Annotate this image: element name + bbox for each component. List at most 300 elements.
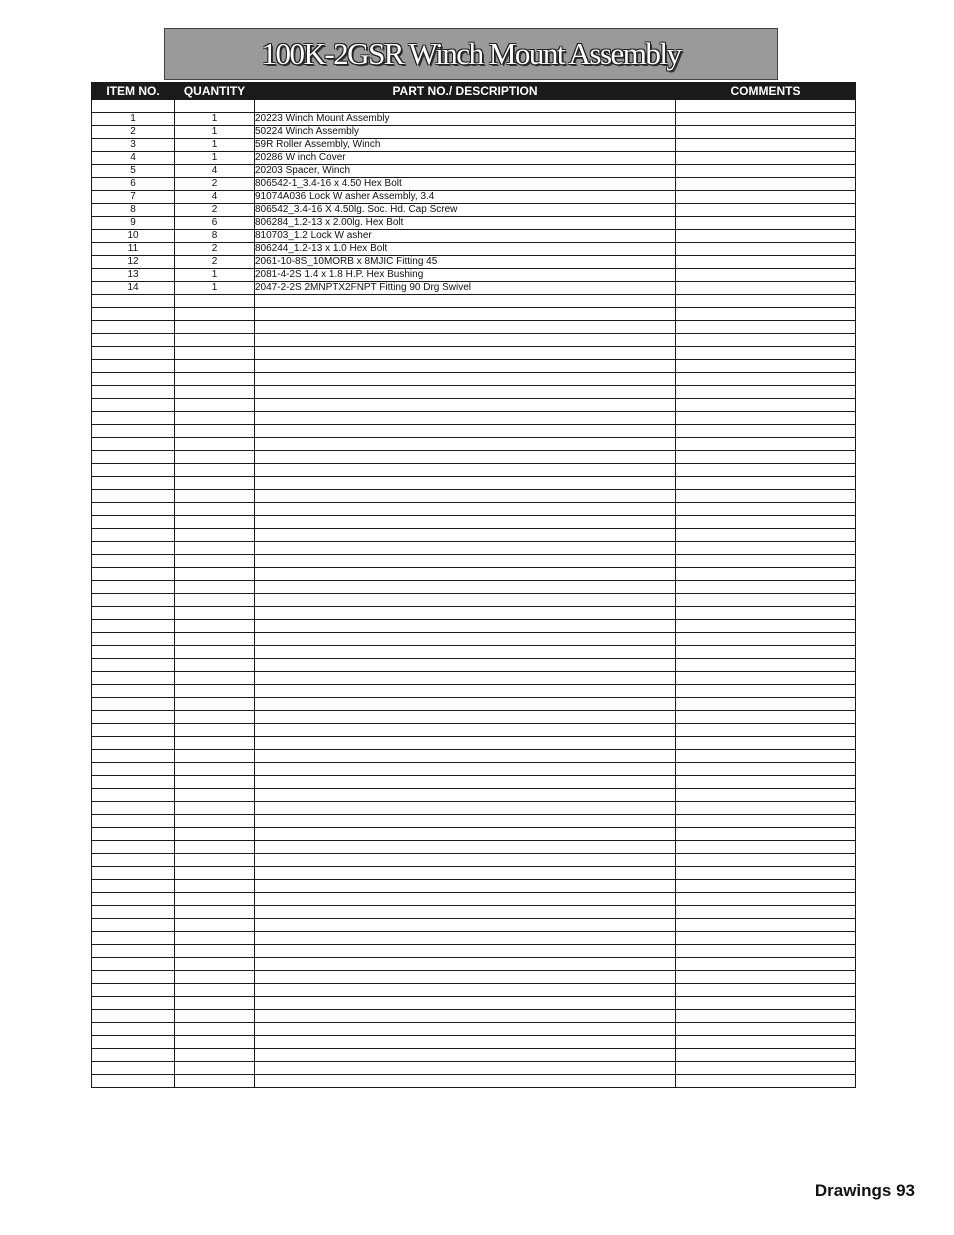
quantity-cell: 1 [175,126,255,139]
item-no-cell [92,880,175,893]
quantity-cell [175,867,255,880]
quantity-cell: 1 [175,269,255,282]
table-row [92,204,856,217]
comments-cell [676,503,856,516]
quantity-cell [175,1049,255,1062]
table-row [92,217,856,230]
quantity-cell: 2 [175,204,255,217]
quantity-cell [175,802,255,815]
quantity-cell [175,360,255,373]
comments-cell [676,945,856,958]
table-row [92,386,856,399]
description-cell [255,425,676,438]
quantity-cell [175,906,255,919]
item-no-cell [92,932,175,945]
comments-cell [676,178,856,191]
comments-cell [676,854,856,867]
table-row [92,464,856,477]
table-row [92,581,856,594]
quantity-cell [175,854,255,867]
table-row [92,373,856,386]
table-row [92,724,856,737]
table-row [92,451,856,464]
comments-cell [676,399,856,412]
quantity-cell [175,464,255,477]
comments-cell [676,1010,856,1023]
description-cell [255,698,676,711]
item-no-cell [92,100,175,113]
item-no-cell: 9 [92,217,175,230]
description-cell: 2061-10-8S_10MORB x 8MJIC Fitting 45 [255,256,676,269]
item-no-cell: 2 [92,126,175,139]
comments-cell [676,633,856,646]
comments-cell [676,841,856,854]
item-no-cell: 7 [92,191,175,204]
table-row [92,854,856,867]
quantity-cell [175,646,255,659]
description-cell [255,971,676,984]
item-no-cell [92,854,175,867]
table-row [92,750,856,763]
description-cell [255,295,676,308]
quantity-cell [175,620,255,633]
description-cell [255,451,676,464]
quantity-cell [175,815,255,828]
description-cell [255,620,676,633]
quantity-cell: 2 [175,256,255,269]
description-cell [255,568,676,581]
item-no-cell: 11 [92,243,175,256]
comments-cell [676,230,856,243]
description-cell [255,932,676,945]
item-no-cell: 3 [92,139,175,152]
quantity-cell [175,1010,255,1023]
item-no-cell [92,906,175,919]
description-cell [255,386,676,399]
description-cell [255,802,676,815]
comments-cell [676,360,856,373]
comments-cell [676,867,856,880]
table-row [92,711,856,724]
quantity-cell [175,1036,255,1049]
item-no-cell [92,412,175,425]
item-no-cell [92,308,175,321]
description-cell [255,373,676,386]
table-row [92,399,856,412]
description-cell: 2047-2-2S 2MNPTX2FNPT Fitting 90 Drg Swivel [255,282,676,295]
item-no-cell [92,919,175,932]
table-row [92,1049,856,1062]
comments-cell [676,321,856,334]
quantity-cell [175,984,255,997]
table-row [92,841,856,854]
comments-cell [676,698,856,711]
table-row [92,269,856,282]
comments-cell [676,763,856,776]
table-row [92,1036,856,1049]
quantity-cell [175,919,255,932]
quantity-cell [175,100,255,113]
item-no-cell [92,464,175,477]
table-row [92,490,856,503]
comments-cell [676,568,856,581]
description-cell [255,789,676,802]
description-cell [255,906,676,919]
comments-cell [676,1036,856,1049]
quantity-cell [175,789,255,802]
quantity-cell [175,594,255,607]
header-comments: COMMENTS [676,83,856,100]
table-row [92,880,856,893]
comments-cell [676,347,856,360]
quantity-cell [175,698,255,711]
description-cell: 810703_1.2 Lock W asher [255,230,676,243]
item-no-cell [92,1023,175,1036]
quantity-cell [175,971,255,984]
table-row [92,243,856,256]
table-row [92,958,856,971]
comments-cell [676,100,856,113]
description-cell [255,464,676,477]
table-row [92,256,856,269]
item-no-cell [92,711,175,724]
table-row [92,776,856,789]
item-no-cell: 14 [92,282,175,295]
description-cell [255,828,676,841]
comments-cell [676,165,856,178]
table-row [92,165,856,178]
table-row [92,412,856,425]
description-cell [255,1049,676,1062]
description-cell [255,412,676,425]
description-cell [255,997,676,1010]
item-no-cell [92,672,175,685]
comments-cell [676,581,856,594]
quantity-cell: 1 [175,152,255,165]
quantity-cell [175,737,255,750]
table-row [92,503,856,516]
item-no-cell [92,347,175,360]
quantity-cell [175,542,255,555]
item-no-cell [92,373,175,386]
description-cell [255,893,676,906]
table-row [92,659,856,672]
description-cell [255,1062,676,1075]
item-no-cell [92,386,175,399]
quantity-cell [175,724,255,737]
quantity-cell [175,685,255,698]
table-row [92,282,856,295]
header-description: PART NO./ DESCRIPTION [255,83,676,100]
quantity-cell [175,997,255,1010]
quantity-cell [175,633,255,646]
header-item-no: ITEM NO. [92,83,175,100]
comments-cell [676,282,856,295]
item-no-cell: 1 [92,113,175,126]
table-row [92,542,856,555]
table-row [92,152,856,165]
item-no-cell [92,1062,175,1075]
table-row [92,789,856,802]
item-no-cell [92,815,175,828]
comments-cell [676,542,856,555]
description-cell [255,1010,676,1023]
item-no-cell [92,425,175,438]
description-cell: 2081-4-2S 1.4 x 1.8 H.P. Hex Bushing [255,269,676,282]
item-no-cell [92,568,175,581]
table-row [92,594,856,607]
comments-cell [676,919,856,932]
comments-cell [676,412,856,425]
item-no-cell [92,828,175,841]
comments-cell [676,1023,856,1036]
parts-table-body [92,100,856,1088]
table-row [92,1023,856,1036]
table-row [92,360,856,373]
quantity-cell: 2 [175,243,255,256]
item-no-cell [92,763,175,776]
quantity-cell: 6 [175,217,255,230]
description-cell: 20203 Spacer, Winch [255,165,676,178]
item-no-cell [92,594,175,607]
item-no-cell [92,945,175,958]
table-row [92,477,856,490]
item-no-cell [92,1010,175,1023]
quantity-cell [175,607,255,620]
item-no-cell [92,1036,175,1049]
description-cell [255,737,676,750]
table-row [92,906,856,919]
comments-cell [676,711,856,724]
comments-cell [676,1062,856,1075]
quantity-cell [175,1062,255,1075]
quantity-cell [175,1023,255,1036]
item-no-cell [92,529,175,542]
item-no-cell [92,1049,175,1062]
description-cell [255,646,676,659]
table-row [92,230,856,243]
item-no-cell [92,958,175,971]
quantity-cell [175,581,255,594]
quantity-cell [175,490,255,503]
table-row [92,139,856,152]
description-cell: 20223 Winch Mount Assembly [255,113,676,126]
item-no-cell [92,750,175,763]
comments-cell [676,1075,856,1088]
comments-cell [676,334,856,347]
item-no-cell [92,724,175,737]
table-row [92,971,856,984]
item-no-cell [92,399,175,412]
comments-cell [676,815,856,828]
parts-table [91,82,856,1088]
quantity-cell [175,321,255,334]
comments-cell [676,646,856,659]
item-no-cell [92,516,175,529]
quantity-cell: 4 [175,165,255,178]
item-no-cell [92,451,175,464]
item-no-cell [92,581,175,594]
comments-cell [676,685,856,698]
comments-cell [676,750,856,763]
description-cell [255,919,676,932]
comments-cell [676,425,856,438]
comments-cell [676,776,856,789]
table-row [92,672,856,685]
quantity-cell [175,763,255,776]
item-no-cell [92,620,175,633]
page-title: 100K-2GSR Winch Mount Assembly [261,36,681,71]
quantity-cell [175,438,255,451]
description-cell [255,763,676,776]
table-row [92,607,856,620]
table-row [92,1075,856,1088]
quantity-cell: 4 [175,191,255,204]
table-row [92,802,856,815]
description-cell: 806244_1.2-13 x 1.0 Hex Bolt [255,243,676,256]
item-no-cell: 5 [92,165,175,178]
item-no-cell [92,789,175,802]
comments-cell [676,464,856,477]
description-cell: 806542_3.4-16 X 4.50lg. Soc. Hd. Cap Screw [255,204,676,217]
table-row [92,815,856,828]
table-row [92,763,856,776]
description-cell: 50224 Winch Assembly [255,126,676,139]
comments-cell [676,880,856,893]
quantity-cell: 1 [175,282,255,295]
table-row [92,620,856,633]
comments-cell [676,217,856,230]
description-cell [255,776,676,789]
description-cell [255,542,676,555]
header-quantity: QUANTITY [175,83,255,100]
description-cell [255,958,676,971]
quantity-cell: 1 [175,113,255,126]
description-cell [255,347,676,360]
item-no-cell: 4 [92,152,175,165]
comments-cell [676,932,856,945]
description-cell [255,399,676,412]
page-footer: Drawings 93 [814,1181,915,1200]
quantity-cell [175,399,255,412]
table-row [92,633,856,646]
comments-cell [676,191,856,204]
item-no-cell [92,841,175,854]
quantity-cell [175,295,255,308]
item-no-cell [92,321,175,334]
quantity-cell: 8 [175,230,255,243]
quantity-cell [175,308,255,321]
item-no-cell [92,503,175,516]
quantity-cell [175,776,255,789]
table-row [92,698,856,711]
item-no-cell [92,971,175,984]
description-cell [255,867,676,880]
comments-cell [676,828,856,841]
description-cell: 91074A036 Lock W asher Assembly, 3.4 [255,191,676,204]
table-row [92,945,856,958]
comments-cell [676,1049,856,1062]
item-no-cell [92,607,175,620]
description-cell [255,711,676,724]
comments-cell [676,971,856,984]
description-cell [255,880,676,893]
description-cell [255,360,676,373]
quantity-cell [175,711,255,724]
table-row [92,321,856,334]
quantity-cell: 2 [175,178,255,191]
quantity-cell [175,451,255,464]
quantity-cell [175,529,255,542]
table-row [92,828,856,841]
item-no-cell [92,984,175,997]
comments-cell [676,724,856,737]
comments-cell [676,789,856,802]
comments-cell [676,308,856,321]
quantity-cell [175,386,255,399]
quantity-cell [175,334,255,347]
comments-cell [676,204,856,217]
table-row [92,347,856,360]
description-cell [255,490,676,503]
item-no-cell [92,1075,175,1088]
quantity-cell [175,893,255,906]
table-row [92,685,856,698]
item-no-cell [92,646,175,659]
item-no-cell [92,698,175,711]
quantity-cell [175,1075,255,1088]
title-banner [164,28,778,80]
quantity-cell [175,932,255,945]
description-cell [255,841,676,854]
table-row [92,308,856,321]
comments-cell [676,152,856,165]
item-no-cell: 10 [92,230,175,243]
quantity-cell [175,659,255,672]
item-no-cell [92,490,175,503]
item-no-cell [92,360,175,373]
quantity-cell [175,425,255,438]
item-no-cell [92,802,175,815]
comments-cell [676,906,856,919]
description-cell [255,503,676,516]
quantity-cell [175,750,255,763]
table-row [92,919,856,932]
quantity-cell [175,880,255,893]
table-row [92,516,856,529]
item-no-cell [92,295,175,308]
quantity-cell [175,516,255,529]
table-row [92,113,856,126]
description-cell: 806542-1_3.4-16 x 4.50 Hex Bolt [255,178,676,191]
description-cell [255,685,676,698]
table-row [92,737,856,750]
description-cell [255,1036,676,1049]
description-cell [255,555,676,568]
comments-cell [676,243,856,256]
comments-cell [676,529,856,542]
table-row [92,867,856,880]
table-row [92,893,856,906]
comments-cell [676,594,856,607]
quantity-cell [175,555,255,568]
description-cell [255,984,676,997]
description-cell [255,594,676,607]
comments-cell [676,516,856,529]
comments-cell [676,126,856,139]
table-row [92,438,856,451]
table-row [92,334,856,347]
